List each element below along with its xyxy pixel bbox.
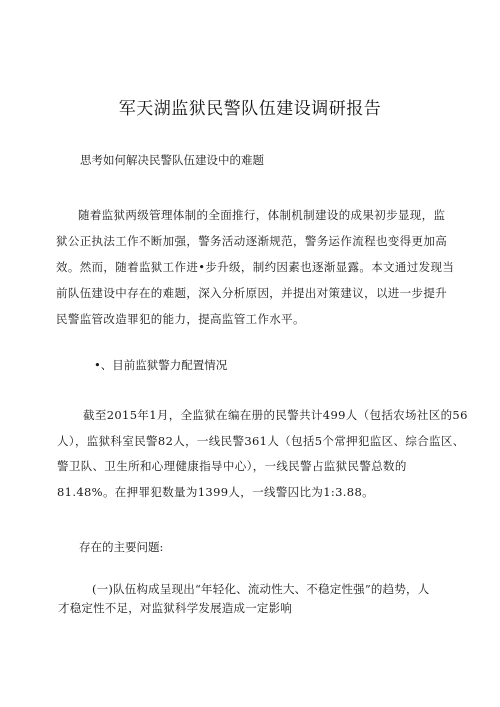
- document-title: 军天湖监狱民警队伍建设调研报告: [118, 99, 382, 119]
- intro-line: 狱公正执法工作不断加强，警务活动逐渐规范，警务运作流程也变得更加高: [56, 234, 448, 248]
- intro-paragraph: [56, 202, 454, 332]
- problem-line: 才稳定性不足，对监狱科学发展造成一定影响: [58, 601, 292, 615]
- stats-paragraph: [57, 403, 468, 505]
- intro-line: 民警监管改造罪犯的能力，提高监管工作水平。: [56, 312, 305, 326]
- stats-line: 警卫队、卫生所和心理健康指导中心），一线民警占监狱民警总数的: [57, 459, 407, 473]
- problem-paragraph: [58, 580, 429, 618]
- document-subtitle: 思考如何解决民警队伍建设中的难题: [80, 153, 264, 167]
- stats-line: 截至2015年1月，全监狱在编在册的民警共计499人（包括农场社区的56: [83, 408, 468, 422]
- intro-line: 随着监狱两级管理体制的全面推行，体制机制建设的成果初步显现，监: [78, 208, 446, 222]
- intro-line: 效。然而，随着监狱工作进•步升级，制约因素也逐渐显露。本文通过发现当: [56, 260, 455, 274]
- stats-line: 人），监狱科室民警82人，一线民警361人（包括5个常押犯监区、综合监区、: [57, 433, 465, 448]
- problems-heading: 存在的主要问题:: [79, 540, 164, 554]
- intro-line: 前队伍建设中存在的难题，深入分析原因，并提出对策建议，以进一步提升: [56, 286, 448, 300]
- section-heading: •、目前监狱警力配置情况: [94, 358, 228, 372]
- problem-line: (一)队伍构成呈现出“年轻化、流动性大、不稳定性强”的趋势，人: [92, 582, 430, 596]
- stats-line: 81.48%。在押罪犯数量为1399人，一线警囚比为1:3.88。: [57, 484, 374, 499]
